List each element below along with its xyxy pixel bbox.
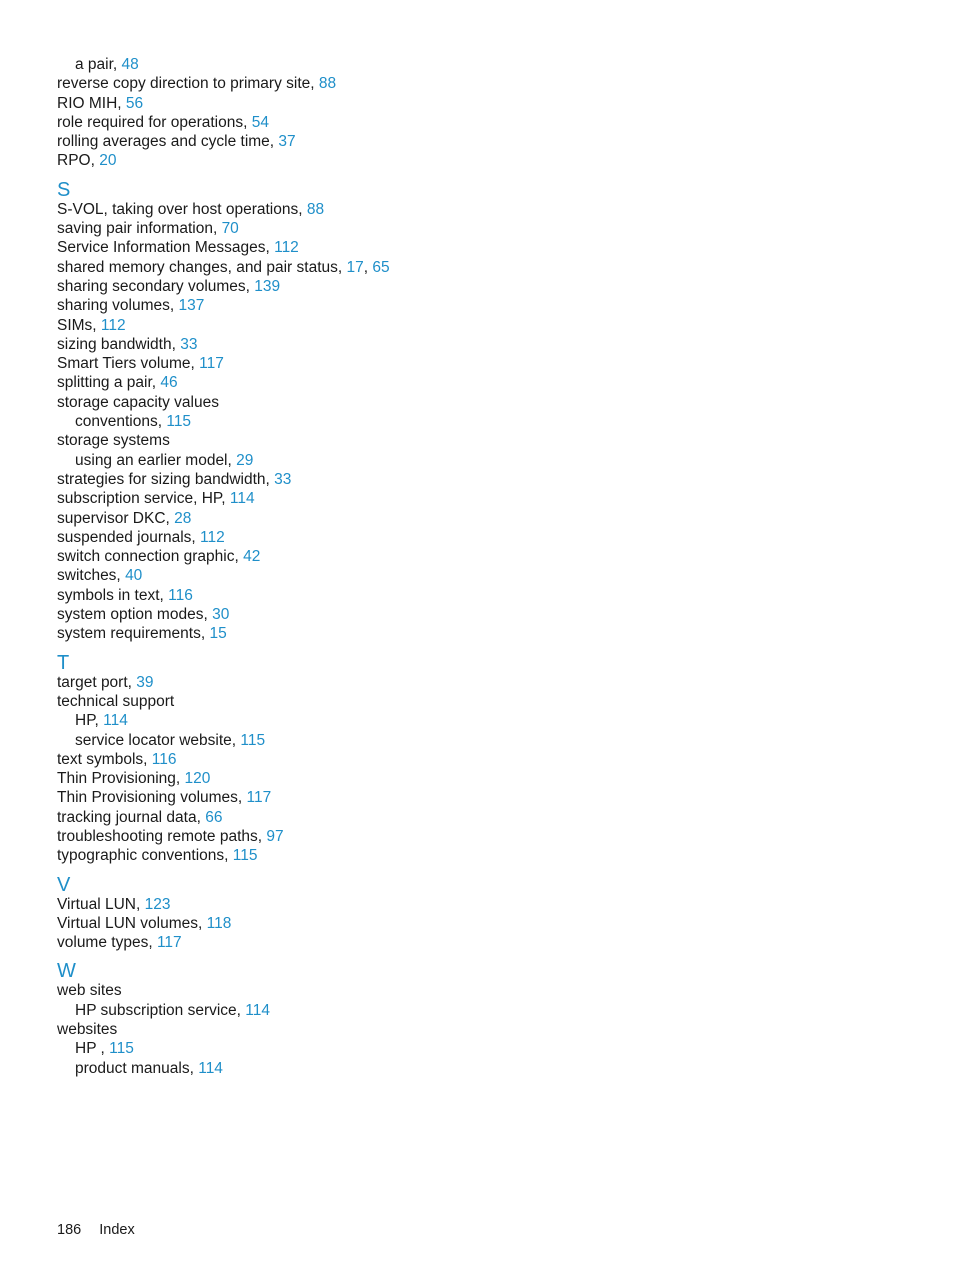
page-link[interactable]: 33: [180, 335, 198, 353]
index-term: splitting a pair,: [57, 374, 161, 392]
index-term: typographic conventions,: [57, 847, 233, 865]
index-entry: [57, 673, 657, 692]
index-entry: [57, 200, 657, 219]
index-entry: [57, 528, 657, 547]
index-term: system requirements,: [57, 625, 210, 643]
index-term: Virtual LUN volumes,: [57, 914, 207, 932]
page-link[interactable]: 15: [209, 625, 227, 643]
index-entry: [57, 132, 657, 151]
index-term: RIO MIH,: [57, 94, 126, 112]
page-link[interactable]: 17: [346, 258, 364, 276]
page-link[interactable]: 115: [232, 847, 258, 865]
index-term: rolling averages and cycle time,: [57, 133, 279, 151]
page-link[interactable]: 115: [240, 731, 266, 749]
index-entry: [57, 750, 657, 769]
index-term: text symbols,: [57, 750, 152, 768]
page-link[interactable]: 112: [100, 316, 126, 334]
index-subentry: [57, 1001, 657, 1020]
index-term: product manuals,: [75, 1059, 199, 1077]
index-entry: [57, 431, 657, 450]
index-term: volume types,: [57, 934, 157, 952]
index-term: troubleshooting remote paths,: [57, 827, 267, 845]
index-term: Thin Provisioning volumes,: [57, 789, 247, 807]
index-entry: [57, 470, 657, 489]
index-term: HP ,: [75, 1040, 110, 1058]
index-entry: [57, 151, 657, 170]
index-entry: [57, 74, 657, 93]
page-link[interactable]: 40: [125, 567, 143, 585]
footer-section-title: Index: [99, 1222, 135, 1238]
index-term: tracking journal data,: [57, 808, 206, 826]
index-entry: [57, 393, 657, 412]
index-subentry: [57, 711, 657, 730]
index-entry: [57, 238, 657, 257]
page-link[interactable]: 123: [144, 895, 171, 913]
index-term: system option modes,: [57, 606, 213, 624]
index-term: shared memory changes, and pair status,: [57, 258, 347, 276]
page-link[interactable]: 20: [99, 152, 117, 170]
index-term: Thin Provisioning,: [57, 770, 185, 788]
index-entry: [57, 373, 657, 392]
index-term: reverse copy direction to primary site,: [57, 75, 319, 93]
index-term: Smart Tiers volume,: [57, 355, 200, 373]
page-link[interactable]: 56: [125, 94, 144, 112]
index-term: using an earlier model,: [75, 451, 237, 469]
index-subentry: [57, 412, 657, 431]
page-link[interactable]: 88: [318, 75, 337, 93]
index-term: Virtual LUN,: [57, 895, 145, 913]
index-entry: [57, 509, 657, 528]
page-link[interactable]: 117: [156, 934, 182, 952]
index-term: supervisor DKC,: [57, 509, 175, 527]
index-entry: [57, 769, 657, 788]
index-entry: [57, 981, 657, 1000]
index-subentry: [57, 1039, 657, 1058]
page-link[interactable]: 88: [306, 200, 325, 218]
page-link[interactable]: 30: [212, 606, 230, 624]
index-term: service locator website,: [75, 731, 241, 749]
index-entry: [57, 933, 657, 952]
index-term: role required for operations,: [57, 113, 252, 131]
index-term: switches,: [57, 567, 126, 585]
page-link[interactable]: 137: [178, 297, 205, 315]
page-link[interactable]: 115: [109, 1040, 134, 1058]
index-term: symbols in text,: [57, 586, 169, 604]
index-entry: [57, 354, 657, 373]
index-list: [57, 55, 657, 1078]
index-term: RPO,: [57, 152, 100, 170]
page-link[interactable]: 29: [236, 451, 254, 469]
index-letter-heading: V: [57, 873, 71, 896]
index-letter-heading: W: [57, 960, 76, 983]
index-term: suspended journals,: [57, 528, 201, 546]
index-term: storage systems: [57, 432, 170, 450]
index-entry: [57, 1020, 657, 1039]
index-term: technical support: [57, 692, 175, 710]
index-subentry: [57, 731, 657, 750]
index-entry: [57, 566, 657, 585]
index-entry: shared memory changes, and pair status, 17, 65: [57, 258, 390, 276]
page-link[interactable]: 115: [166, 413, 192, 431]
index-term: websites: [57, 1021, 118, 1039]
index-term: web sites: [57, 982, 122, 1000]
page-link[interactable]: 114: [245, 1001, 270, 1019]
page-link[interactable]: 112: [200, 528, 225, 546]
index-entry: [57, 277, 657, 296]
index-term: HP,: [75, 712, 104, 730]
index-entry: [57, 605, 657, 624]
index-term: Service Information Messages,: [57, 239, 275, 257]
index-entry: [57, 489, 657, 508]
index-term: storage capacity values: [57, 393, 219, 411]
index-entry: [57, 335, 657, 354]
index-subentry: [57, 55, 657, 74]
page-link[interactable]: 117: [199, 355, 224, 373]
index-term: sharing secondary volumes,: [57, 277, 255, 295]
index-entry: [57, 895, 657, 914]
index-term: saving pair information,: [57, 220, 222, 238]
index-term: SIMs,: [57, 316, 101, 334]
index-term: target port,: [57, 673, 137, 691]
page-link[interactable]: 117: [246, 789, 272, 807]
footer-page-number: 186: [57, 1222, 82, 1238]
page-link[interactable]: 54: [251, 113, 269, 131]
index-term: conventions,: [75, 413, 167, 431]
index-entry: [57, 586, 657, 605]
index-letter-heading: T: [57, 651, 70, 674]
page-link[interactable]: 114: [198, 1059, 223, 1077]
index-entry: [57, 219, 657, 238]
page-link[interactable]: 28: [174, 509, 192, 527]
page-link[interactable]: 97: [266, 827, 284, 845]
index-entry: [57, 316, 657, 335]
page-link[interactable]: 139: [254, 277, 281, 295]
index-term: subscription service, HP,: [57, 490, 230, 508]
page-footer: [57, 1222, 135, 1238]
page-link[interactable]: 116: [168, 586, 193, 604]
page-link[interactable]: 114: [103, 712, 128, 730]
index-term: HP subscription service,: [75, 1001, 246, 1019]
index-term: a pair,: [75, 56, 122, 73]
index-term: sharing volumes,: [57, 297, 179, 315]
index-entry: [57, 94, 657, 113]
index-subentry: [57, 1059, 657, 1078]
page-link[interactable]: 39: [136, 673, 154, 691]
index-entry: [57, 788, 657, 807]
index-entry: [57, 846, 657, 865]
page-link[interactable]: 33: [274, 470, 292, 488]
page-link[interactable]: 42: [243, 548, 261, 566]
index-entry: [57, 827, 657, 846]
page-link[interactable]: 114: [229, 490, 255, 508]
index-entry: [57, 914, 657, 933]
index-term: sizing bandwidth,: [57, 335, 181, 353]
index-term: S-VOL, taking over host operations,: [57, 200, 307, 218]
index-letter-heading: S: [57, 178, 71, 201]
index-entry: [57, 547, 657, 566]
page-link[interactable]: 48: [121, 56, 139, 73]
index-entry: [57, 692, 657, 711]
index-subentry: [57, 451, 657, 470]
page-link[interactable]: 120: [184, 770, 211, 788]
page-link[interactable]: 118: [206, 914, 232, 932]
index-entry: [57, 624, 657, 643]
page-link[interactable]: 112: [274, 239, 299, 257]
index-entry: [57, 113, 657, 132]
page-link[interactable]: 65: [372, 258, 390, 276]
index-term: switch connection graphic,: [57, 548, 244, 566]
index-entry: [57, 296, 657, 315]
page-link[interactable]: 116: [151, 750, 177, 768]
index-term: strategies for sizing bandwidth,: [57, 470, 275, 488]
page-link[interactable]: 66: [205, 808, 223, 826]
index-entry: [57, 808, 657, 827]
page-link[interactable]: 37: [278, 133, 296, 151]
page-link[interactable]: 70: [221, 220, 239, 238]
page-link[interactable]: 46: [160, 374, 178, 392]
